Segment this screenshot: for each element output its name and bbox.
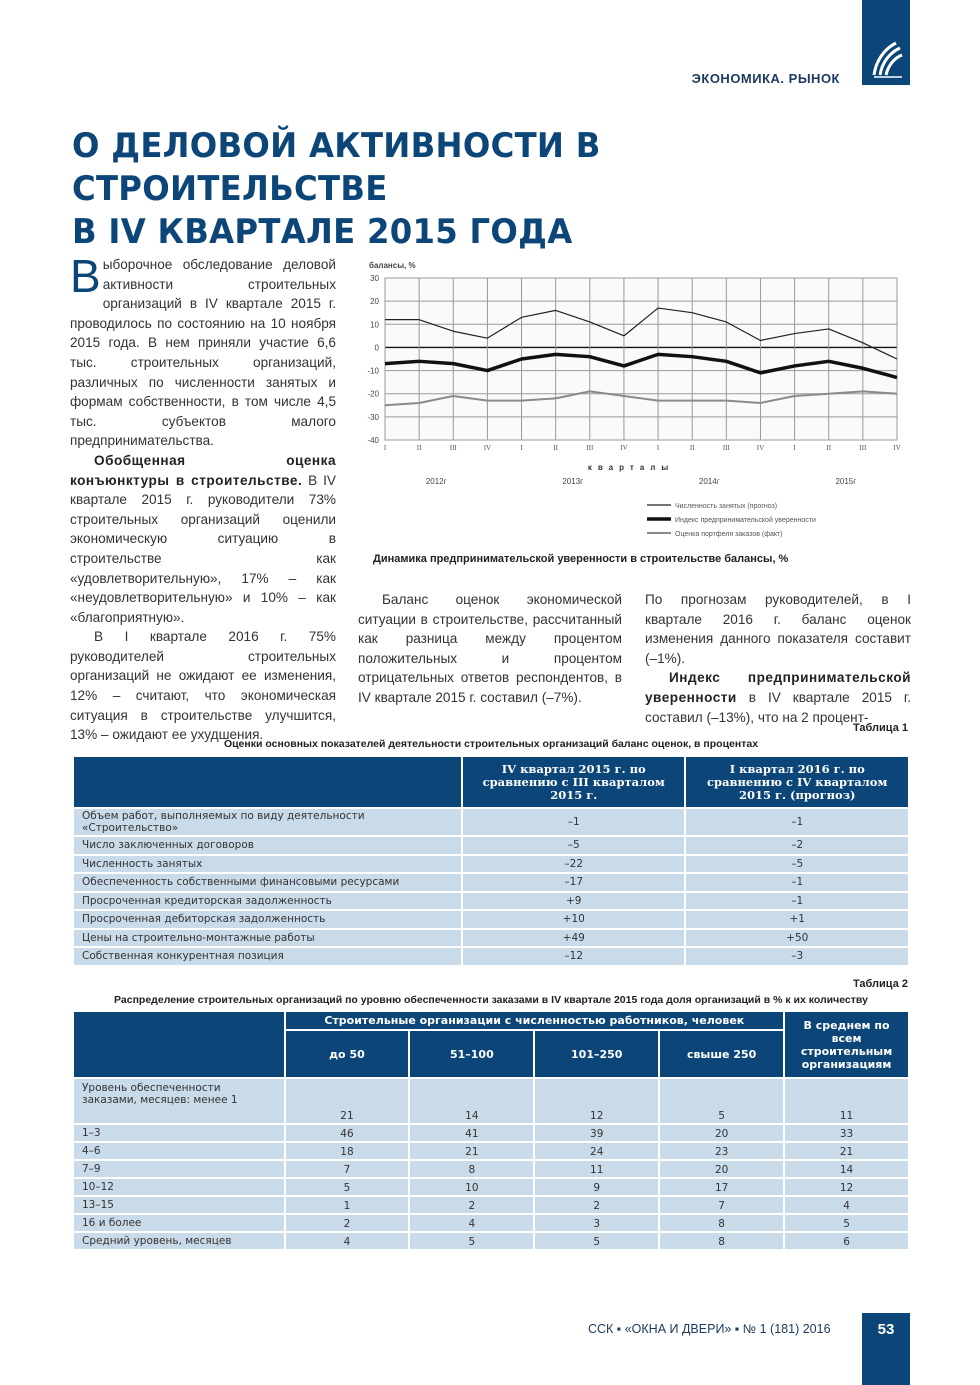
x-tick-label: I xyxy=(383,444,387,452)
row-label: Численность занятых xyxy=(74,856,461,873)
value-cell: 21 xyxy=(785,1143,908,1159)
y-tick-label: -10 xyxy=(367,366,379,376)
table1-row xyxy=(74,893,908,910)
y-tick-label: -40 xyxy=(367,436,379,445)
row-label: Цены на строительно-монтажные работы xyxy=(74,930,461,947)
value-cell: 20 xyxy=(660,1125,783,1141)
article-column-3 xyxy=(645,590,911,727)
x-tick-label: II xyxy=(826,444,832,452)
value-q1-2016: +50 xyxy=(686,930,908,947)
table2-number: Таблица 2 xyxy=(852,978,908,990)
x-tick-label: II xyxy=(553,444,559,452)
value-cell: 20 xyxy=(660,1161,783,1177)
row-label: 13–15 xyxy=(74,1197,284,1213)
table1-row xyxy=(74,856,908,873)
table1-header-row xyxy=(74,757,908,807)
row-label: Число заключенных договоров xyxy=(74,837,461,854)
y-tick-label: -30 xyxy=(367,412,379,422)
table2 xyxy=(72,1010,910,1251)
table2-row xyxy=(74,1079,908,1123)
value-cell: 24 xyxy=(535,1143,658,1159)
table2-row xyxy=(74,1161,908,1177)
article-title xyxy=(72,125,880,254)
value-cell: 11 xyxy=(535,1161,658,1177)
table2-subheader: 51–100 xyxy=(410,1031,533,1077)
paragraph-overall-assessment: Обобщенная оценка конъюнктуры в строительстве. В IV квартале 2015 г. руководители 73% строительных организаций оценили экономическую ситуацию в строительстве как «удовлетворительную», 17% – как «неудовлетворительную» и 10% – как «благоприятную». xyxy=(70,452,336,625)
value-cell: 9 xyxy=(535,1179,658,1195)
value-cell: 5 xyxy=(785,1215,908,1231)
value-cell: 23 xyxy=(660,1143,783,1159)
year-label: 2013г xyxy=(562,477,584,486)
x-tick-label: IV xyxy=(756,444,765,452)
legend-label: Численность занятых (прогноз) xyxy=(675,503,778,510)
dropcap: В xyxy=(70,250,101,302)
x-tick-label: I xyxy=(793,444,796,452)
value-cell: 5 xyxy=(286,1179,409,1195)
value-cell: 7 xyxy=(660,1197,783,1213)
article-column-1 xyxy=(70,250,336,745)
value-cell: 2 xyxy=(410,1197,533,1213)
table2-subheader: свыше 250 xyxy=(660,1031,783,1077)
value-cell: 46 xyxy=(286,1125,409,1141)
value-cell: 4 xyxy=(286,1233,409,1249)
y-axis-label: балансы, % xyxy=(369,261,416,270)
footer-publication: ССК ▪ «ОКНА И ДВЕРИ» ▪ № 1 (181) 2016 xyxy=(588,1322,831,1336)
paragraph-forecast-balance: По прогнозам руководителей, в I квартале 2016 г. баланс оценок изменения данного показателя составит (–1%). xyxy=(645,592,911,666)
value-cell: 4 xyxy=(785,1197,908,1213)
table1-caption: Оценки основных показателей деятельности строительных организаций баланс оценок, в процентах xyxy=(223,738,759,750)
value-q4-2015: –12 xyxy=(463,948,684,965)
value-cell: 1 xyxy=(286,1197,409,1213)
value-cell: 8 xyxy=(660,1215,783,1231)
table2-subheader: до 50 xyxy=(286,1031,409,1077)
legend-label: Оценка портфеля заказов (факт) xyxy=(675,531,783,538)
intro-paragraph: Выборочное обследование деловой активности строительных организаций в IV квартале 2015 г. проводилось по состоянию на 10 ноября 2015 года. В нем приняли участие 6,6 тыс. строительных организаций, различных по численности занятых и формам собственности, в том числе 4,5 тыс. субъектов малого предпринимательства. xyxy=(70,250,336,449)
value-cell: 6 xyxy=(785,1233,908,1249)
value-q4-2015: –22 xyxy=(463,856,684,873)
row-label: 1–3 xyxy=(74,1125,284,1141)
page-number: 53 xyxy=(877,1321,895,1338)
title-line-2: В IV КВАРТАЛЕ 2015 ГОДА xyxy=(72,212,573,252)
value-q4-2015: –5 xyxy=(463,837,684,854)
value-cell: 3 xyxy=(535,1215,658,1231)
paragraph-balance: Баланс оценок экономической ситуации в строительстве, рассчитанный как разница между процентом положительных и процентом отрицательных ответов респондентов, в IV квартале 2015 г. составил (–7%). xyxy=(358,592,622,705)
value-cell: 10 xyxy=(410,1179,533,1195)
section-label: ЭКОНОМИКА. РЫНОК xyxy=(691,71,840,86)
table2-row xyxy=(74,1125,908,1141)
y-tick-label: 0 xyxy=(374,343,379,353)
table1-row xyxy=(74,930,908,947)
value-q4-2015: –1 xyxy=(463,809,684,835)
value-cell: 21 xyxy=(410,1143,533,1159)
table2-header-empty xyxy=(74,1012,284,1077)
y-tick-label: 10 xyxy=(370,320,379,330)
table2-row xyxy=(74,1215,908,1231)
value-q4-2015: +9 xyxy=(463,893,684,910)
value-cell: 39 xyxy=(535,1125,658,1141)
value-q1-2016: –3 xyxy=(686,948,908,965)
value-q1-2016: –2 xyxy=(686,837,908,854)
table2-row xyxy=(74,1233,908,1249)
row-label: Просроченная дебиторская задолженность xyxy=(74,911,461,928)
table1-row xyxy=(74,948,908,965)
row-label: Уровень обеспеченности заказами, месяцев: менее 1 xyxy=(74,1079,284,1123)
paragraph-forecast: В I квартале 2016 г. 75% руководителей строительных организаций не ожидают ее изменения, 12% – считают, что экономическая ситуация в строительстве улучшится, 13% – ожидают ее ухудшения. xyxy=(70,629,336,743)
value-cell: 41 xyxy=(410,1125,533,1141)
value-q1-2016: –5 xyxy=(686,856,908,873)
value-cell: 14 xyxy=(785,1161,908,1177)
value-cell: 2 xyxy=(286,1215,409,1231)
x-tick-label: III xyxy=(586,444,594,452)
value-q1-2016: +1 xyxy=(686,911,908,928)
article-column-2 xyxy=(358,590,622,708)
row-label: Обеспеченность собственными финансовыми ресурсами xyxy=(74,874,461,891)
row-label: Просроченная кредиторская задолженность xyxy=(74,893,461,910)
x-tick-label: I xyxy=(656,444,660,452)
value-cell: 8 xyxy=(660,1233,783,1249)
table2-row xyxy=(74,1197,908,1213)
value-cell: 12 xyxy=(785,1179,908,1195)
value-q1-2016: –1 xyxy=(686,893,908,910)
x-tick-label: I xyxy=(520,444,523,452)
table2-row xyxy=(74,1179,908,1195)
table1-row xyxy=(74,809,908,835)
value-cell: 33 xyxy=(785,1125,908,1141)
value-cell: 5 xyxy=(410,1233,533,1249)
y-tick-label: 30 xyxy=(370,274,379,283)
value-q4-2015: +49 xyxy=(463,930,684,947)
x-tick-label: IV xyxy=(893,444,901,452)
value-cell: 17 xyxy=(660,1179,783,1195)
table2-subheader: 101–250 xyxy=(535,1031,658,1077)
row-label: Средний уровень, месяцев xyxy=(74,1233,284,1249)
x-tick-label: III xyxy=(859,444,867,452)
year-label: 2015г xyxy=(835,477,857,486)
table1-row xyxy=(74,874,908,891)
header-tab xyxy=(862,0,910,85)
row-label: Собственная конкурентная позиция xyxy=(74,948,461,965)
value-q4-2015: –17 xyxy=(463,874,684,891)
year-label: 2012г xyxy=(425,477,447,486)
confidence-chart xyxy=(355,250,915,550)
value-cell: 8 xyxy=(410,1161,533,1177)
table1-header-q1: I квартал 2016 г. по сравнению с IV кварталом 2015 г. (прогноз) xyxy=(686,757,908,807)
x-tick-label: II xyxy=(416,444,422,452)
value-q1-2016: –1 xyxy=(686,809,908,835)
table1-header-empty xyxy=(74,757,461,807)
footer-tab xyxy=(862,1313,910,1385)
x-tick-label: IV xyxy=(620,444,628,452)
y-tick-label: -20 xyxy=(367,389,379,399)
table1-row xyxy=(74,837,908,854)
chart-caption: Динамика предпринимательской уверенности в строительстве балансы, % xyxy=(373,553,789,565)
table2-header-row-1 xyxy=(74,1012,908,1029)
table2-avg-header: В среднем по всем строительным организациям xyxy=(785,1012,908,1077)
row-label: 4–6 xyxy=(74,1143,284,1159)
row-label: 10–12 xyxy=(74,1179,284,1195)
table2-caption: Распределение строительных организаций по уровню обеспеченности заказами в IV квартале 2015 года доля организаций в % к их количеству xyxy=(114,994,868,1006)
title-line-1: О ДЕЛОВОЙ АКТИВНОСТИ В СТРОИТЕЛЬСТВЕ xyxy=(72,126,601,209)
table2-group-header: Строительные организации с численностью работников, человек xyxy=(286,1012,784,1029)
year-label: 2014г xyxy=(698,477,720,486)
value-cell: 5 xyxy=(660,1079,783,1123)
x-tick-label: III xyxy=(449,444,457,452)
value-cell: 5 xyxy=(535,1233,658,1249)
table1 xyxy=(72,755,910,967)
x-tick-label: IV xyxy=(483,444,492,452)
x-tick-label: III xyxy=(722,444,730,452)
x-tick-label: II xyxy=(689,444,695,452)
row-label: 7–9 xyxy=(74,1161,284,1177)
row-label: 16 и более xyxy=(74,1215,284,1231)
value-cell: 4 xyxy=(410,1215,533,1231)
value-cell: 21 xyxy=(286,1079,409,1123)
value-cell: 7 xyxy=(286,1161,409,1177)
legend-label: Индекс предпринимательской уверенности xyxy=(675,517,816,524)
y-tick-label: 20 xyxy=(370,297,379,307)
value-cell: 2 xyxy=(535,1197,658,1213)
value-cell: 18 xyxy=(286,1143,409,1159)
paragraph-confidence-index: Индекс предпринимательской уверенности в IV квартале 2015 г. составил (–13%), что на 2 процент- xyxy=(645,670,911,725)
table1-row xyxy=(74,911,908,928)
value-q4-2015: +10 xyxy=(463,911,684,928)
value-q1-2016: –1 xyxy=(686,874,908,891)
chart-svg xyxy=(355,250,915,550)
magazine-logo-icon xyxy=(870,35,904,79)
value-cell: 11 xyxy=(785,1079,908,1123)
value-cell: 12 xyxy=(535,1079,658,1123)
table1-header-q4: IV квартал 2015 г. по сравнению с III кварталом 2015 г. xyxy=(463,757,684,807)
value-cell: 14 xyxy=(410,1079,533,1123)
x-axis-label: кварталы xyxy=(587,463,675,472)
row-label: Объем работ, выполняемых по виду деятельности «Строительство» xyxy=(74,809,461,835)
table2-row xyxy=(74,1143,908,1159)
table1-number: Таблица 1 xyxy=(852,722,908,734)
